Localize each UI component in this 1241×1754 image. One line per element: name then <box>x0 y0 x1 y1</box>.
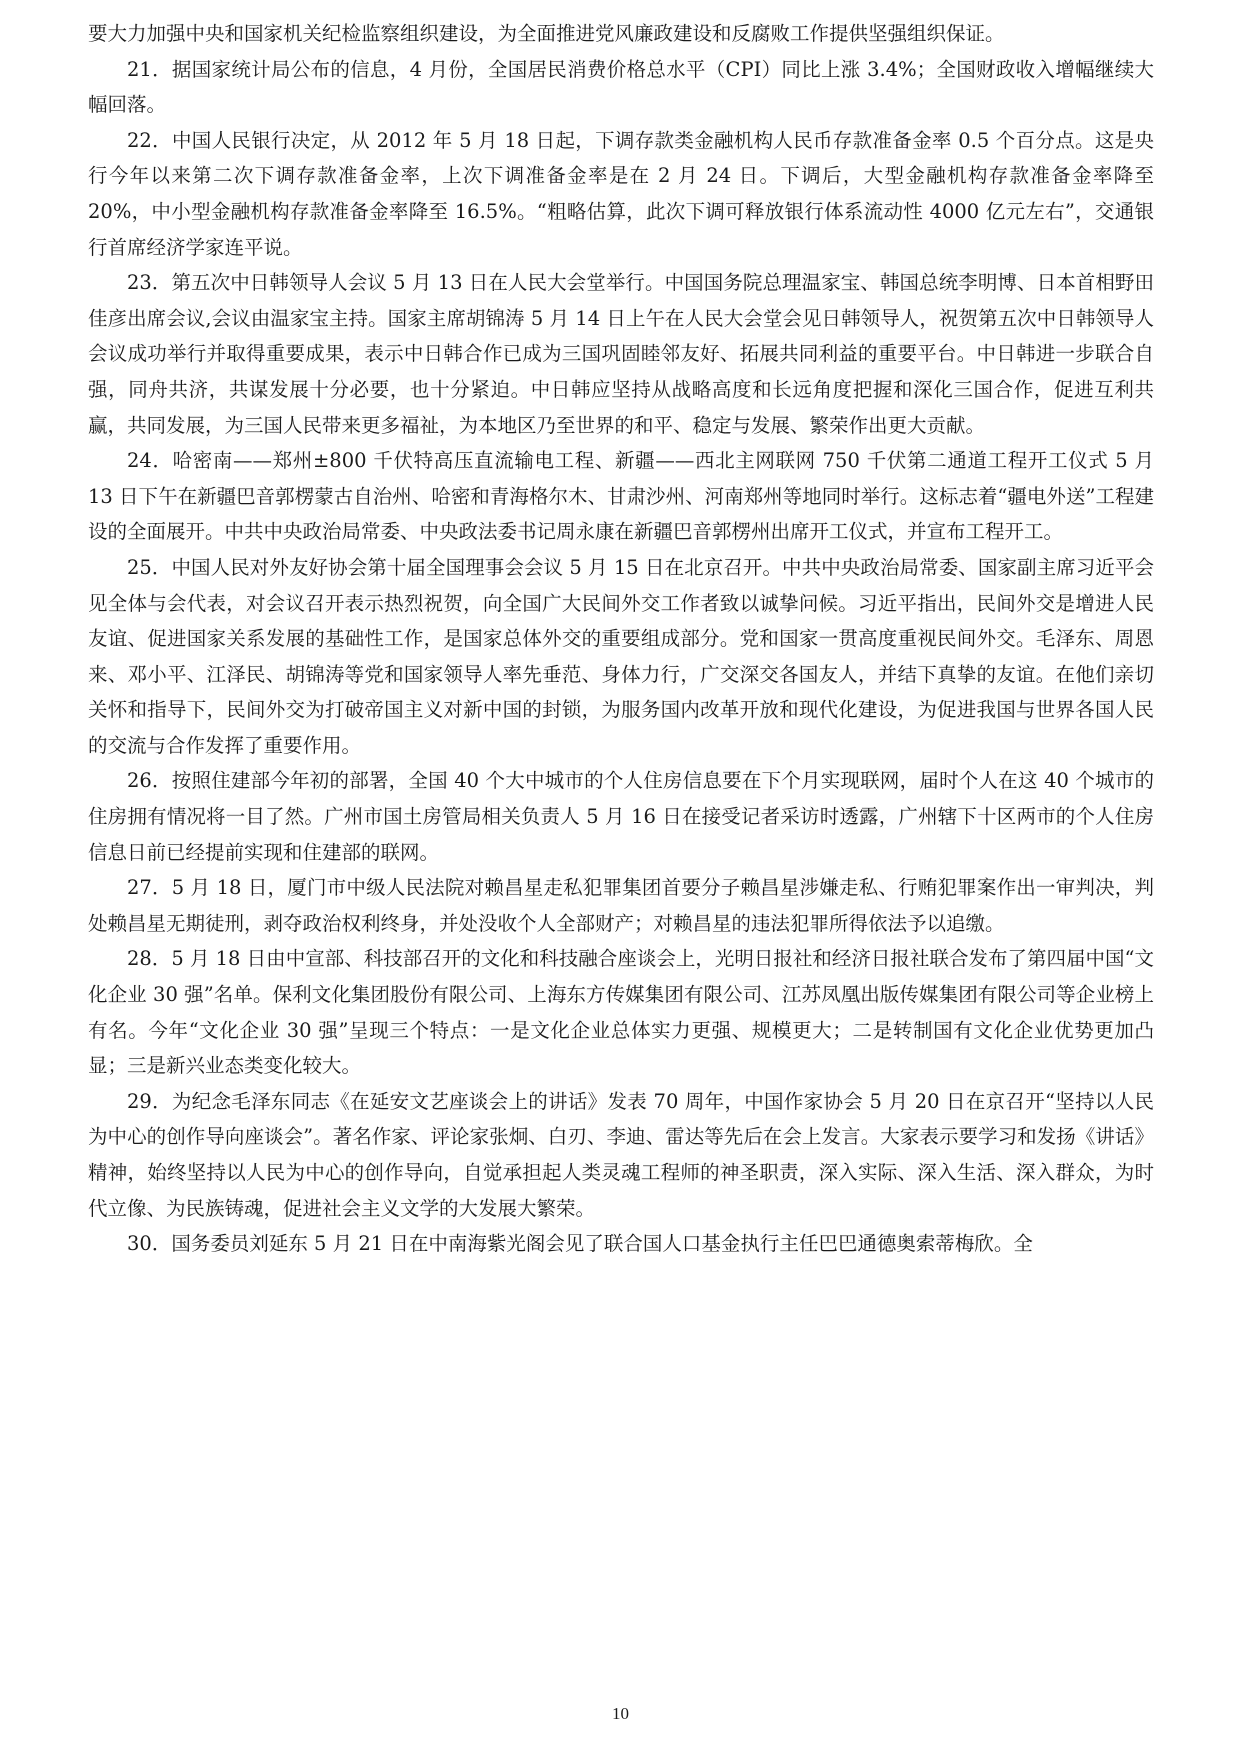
paragraph-item-26: 26．按照住建部今年初的部署，全国 40 个大中城市的个人住房信息要在下个月实现联网，届时个人在这 40 个城市的住房拥有情况将一目了然。广州市国土房管局相关负责人 5 月 16 日在接受记者采访时透露，广州辖下十区两市的个人住房信息日前已经提前实现和住建部的联网。 <box>88 769 1154 864</box>
document-body <box>88 16 1154 1262</box>
paragraph-item-30: 30．国务委员刘延东 5 月 21 日在中南海紫光阁会见了联合国人口基金执行主任巴巴通德奥索蒂梅欣。全 <box>127 1232 1033 1256</box>
page-number: 10 <box>612 1704 629 1723</box>
paragraph-item-23: 23．第五次中日韩领导人会议 5 月 13 日在人民大会堂举行。中国国务院总理温家宝、韩国总统李明博、日本首相野田佳彦出席会议,会议由温家宝主持。国家主席胡锦涛 5 月 14 日上午在人民大会堂会见日韩领导人，祝贺第五次中日韩领导人会议成功举行并取得重要成果，表示中日韩合作已成为三国巩固睦邻友好、拓展共同利益的重要平台。中日韩进一步联合自强，同舟共济，共谋发展十分必要，也十分紧迫。中日韩应坚持从战略高度和长远角度把握和深化三国合作，促进互利共赢，共同发展，为三国人民带来更多福祉，为本地区乃至世界的和平、稳定与发展、繁荣作出更大贡献。 <box>88 271 1154 437</box>
paragraph-item-28: 28．5 月 18 日由中宣部、科技部召开的文化和科技融合座谈会上，光明日报社和经济日报社联合发布了第四届中国“文化企业 30 强”名单。保利文化集团股份有限公司、上海东方传媒集团有限公司、江苏凤凰出版传媒集团有限公司等企业榜上有名。今年“文化企业 30 强”呈现三个特点：一是文化企业总体实力更强、规模更大；二是转制国有文化企业优势更加凸显；三是新兴业态类变化较大。 <box>88 947 1154 1078</box>
paragraph-item-22: 22．中国人民银行决定，从 2012 年 5 月 18 日起，下调存款类金融机构人民币存款准备金率 0.5 个百分点。这是央行今年以来第二次下调存款准备金率，上次下调准备金率是在 2 月 24 日。下调后，大型金融机构存款准备金率降至 20%，中小型金融机构存款准备金率降至 16.5%。“粗略估算，此次下调可释放银行体系流动性 4000 亿元左右”，交通银行首席经济学家连平说。 <box>88 128 1154 259</box>
paragraph-item-21: 21．据国家统计局公布的信息，4 月份，全国居民消费价格总水平（CPI）同比上涨 3.4%；全国财政收入增幅继续大幅回落。 <box>88 57 1154 117</box>
paragraph-item-25: 25．中国人民对外友好协会第十届全国理事会会议 5 月 15 日在北京召开。中共中央政治局常委、国家副主席习近平会见全体与会代表，对会议召开表示热烈祝贺，向全国广大民间外交工作者致以诚挚问候。习近平指出，民间外交是增进人民友谊、促进国家关系发展的基础性工作，是国家总体外交的重要组成部分。党和国家一贯高度重视民间外交。毛泽东、周恩来、邓小平、江泽民、胡锦涛等党和国家领导人率先垂范、身体力行，广交深交各国友人，并结下真挚的友谊。在他们亲切关怀和指导下，民间外交为打破帝国主义对新中国的封锁，为服务国内改革开放和现代化建设，为促进我国与世界各国人民的交流与合作发挥了重要作用。 <box>88 555 1154 757</box>
paragraph-continued: 要大力加强中央和国家机关纪检监察组织建设，为全面推进党风廉政建设和反腐败工作提供坚强组织保证。 <box>88 22 1005 45</box>
paragraph-item-27: 27．5 月 18 日，厦门市中级人民法院对赖昌星走私犯罪集团首要分子赖昌星涉嫌走私、行贿犯罪案作出一审判决，判处赖昌星无期徒刑，剥夺政治权利终身，并处没收个人全部财产；对赖昌星的违法犯罪所得依法予以追缴。 <box>88 876 1154 935</box>
paragraph-item-29: 29．为纪念毛泽东同志《在延安文艺座谈会上的讲话》发表 70 周年，中国作家协会 5 月 20 日在京召开“坚持以人民为中心的创作导向座谈会”。著名作家、评论家张炯、白刃、李迪、雷达等先后在会上发言。大家表示要学习和发扬《讲话》精神，始终坚持以人民为中心的创作导向，自觉承担起人类灵魂工程师的神圣职责，深入实际、深入生活、深入群众，为时代立像、为民族铸魂，促进社会主义文学的大发展大繁荣。 <box>88 1089 1154 1220</box>
paragraph-item-24: 24．哈密南——郑州±800 千伏特高压直流输电工程、新疆——西北主网联网 750 千伏第二通道工程开工仪式 5 月 13 日下午在新疆巴音郭楞蒙古自治州、哈密和青海格尔木、甘肃沙州、河南郑州等地同时举行。这标志着“疆电外送”工程建设的全面展开。中共中央政治局常委、中央政法委书记周永康在新疆巴音郭楞州出席开工仪式，并宣布工程开工。 <box>88 449 1154 544</box>
